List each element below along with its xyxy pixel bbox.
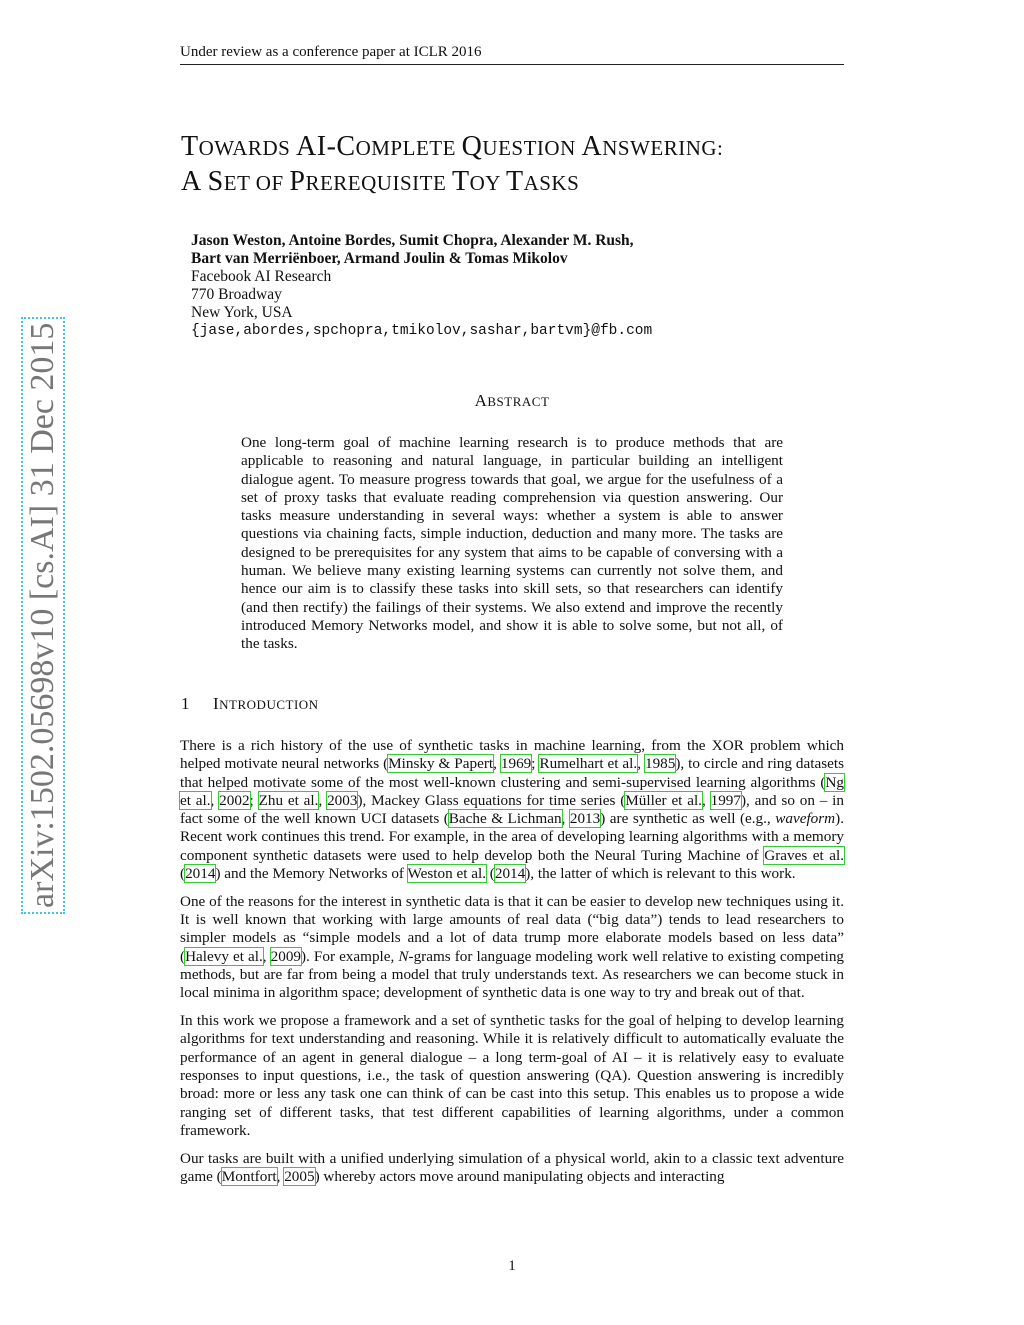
running-header: Under review as a conference paper at ICLR 2016	[180, 44, 844, 65]
title-word-cap: T	[452, 166, 470, 197]
abstract-text: One long-term goal of machine learning research is to produce methods that are applicable to reasoning and natural language, in particular building an intelligent dialogue agent. To measure progress towards that goal, we argue for the usefulness of a set of proxy tasks that evaluate reading comprehension via question answering. Our tasks measure understanding in several ways: whether a system is able to answer questions via chaining facts, simple induction, deduction and many more. The tasks are designed to be prerequisites for any system that aims to be capable of conversing with a human. We believe many existing learning systems can currently not solve them, and hence our aim is to classify these tasks into skill sets, so that researchers can identify (and then rectify) the failings of their systems. We also extend and improve the recently introduced Memory Networks model, and show it is able to solve some, but not all, of the tasks.	[241, 434, 783, 653]
citation-link[interactable]: Weston et al.	[407, 865, 486, 883]
citation-link[interactable]: 2009	[270, 947, 301, 965]
author-block	[191, 232, 652, 340]
citation-link[interactable]: 2014	[185, 865, 216, 883]
title-word-rest: ET OF	[223, 171, 290, 195]
citation-link[interactable]: Montfort	[221, 1168, 277, 1186]
page-number: 1	[508, 1258, 516, 1274]
citation-link[interactable]: 2002	[219, 791, 250, 809]
paragraph: Our tasks are built with a unified underlying simulation of a physical world, akin to a classic text adventure game (Montfort, 2005) whereby actors move around manipulating objects and interacting	[180, 1149, 844, 1186]
author-names-line-2: Bart van Merriënboer, Armand Joulin & Tomas Mikolov	[191, 250, 568, 267]
address-street: 770 Broadway	[191, 286, 282, 303]
citation-link[interactable]: Halevy et al.	[185, 947, 263, 965]
citation-link[interactable]: 2005	[284, 1168, 315, 1186]
section-heading-introduction	[181, 694, 319, 714]
paragraph: One of the reasons for the interest in synthetic data is that it can be easier to develop new techniques using it. It is well known that working with large amounts of real data (“big data”) tends to lead researchers to simpler models as “simple models and a lot of data trump more elaborate models based on less data” (Halevy et al., 2009). For example, N-grams for language modeling work well relative to existing competing methods, but are far from being a model that truly understands text. As researchers we can become stuck in local minima in algorithm space; development of synthetic data is one way to try and break out of that.	[180, 892, 845, 1002]
title-word-cap: Q	[461, 131, 483, 162]
abstract-heading-rest: BSTRACT	[487, 394, 550, 409]
citation-link[interactable]: Zhu et al.	[258, 791, 319, 809]
author-names-line-1: Jason Weston, Antoine Bordes, Sumit Chopra, Alexander M. Rush,	[191, 232, 634, 249]
title-word-cap: AI-C	[296, 131, 356, 162]
title-word-cap: A	[581, 131, 603, 162]
section-number: 1	[181, 694, 190, 713]
citation-link[interactable]: Müller et al.	[625, 791, 702, 809]
citation-link[interactable]: Rumelhart et al.	[539, 755, 638, 773]
title-word-rest: NSWERING:	[602, 136, 724, 160]
citation-link[interactable]: Bache & Lichman	[448, 810, 562, 828]
title-word-cap: A S	[181, 166, 224, 197]
italic-term: waveform	[775, 810, 836, 828]
title-word-rest: UESTION	[482, 136, 582, 160]
title-line-2	[181, 165, 723, 200]
paper-title	[181, 130, 723, 200]
citation-link[interactable]: 2003	[327, 791, 358, 809]
title-word-rest: ASKS	[523, 171, 580, 195]
author-emails: {jase,abordes,spchopra,tmikolov,sashar,bartvm}@fb.com	[191, 323, 653, 339]
italic-term: N	[398, 947, 409, 965]
citation-link[interactable]: 1997	[710, 791, 741, 809]
title-line-1	[181, 130, 723, 165]
address-city: New York, USA	[191, 304, 293, 321]
title-word-cap: P	[289, 166, 306, 197]
title-word-cap: T	[181, 131, 199, 162]
abstract-heading	[0, 391, 1024, 411]
citation-link[interactable]: Ng et al.	[180, 773, 844, 809]
section-heading-cap: I	[213, 694, 220, 713]
citation-link[interactable]: Minsky & Papert	[388, 755, 494, 773]
section-heading-rest: NTRODUCTION	[219, 697, 319, 712]
introduction-body	[180, 737, 844, 1196]
citation-link[interactable]: 1969	[500, 755, 532, 773]
affiliation: Facebook AI Research	[191, 268, 332, 285]
abstract-heading-cap: A	[474, 391, 488, 410]
title-word-rest: REREQUISITE	[305, 171, 453, 195]
title-word-rest: OMPLETE	[355, 136, 462, 160]
title-word-rest: OY	[469, 171, 506, 195]
title-word-cap: T	[505, 166, 524, 197]
citation-link[interactable]: Graves et al.	[764, 846, 845, 864]
paragraph: In this work we propose a framework and a set of synthetic tasks for the goal of helping to develop learning algorithms for text understanding and reasoning. While it is relatively difficult to automatically evaluate the performance of an agent in general dialogue – a long term-goal of AI – it is relatively easy to evaluate responses to input questions, i.e., the task of question answering (QA). Question answering is incredibly broad: more or less any task one can think of can be cast into this setup. This enables us to propose a wide ranging set of different tasks, that test different capabilities of learning algorithms, under a common framework.	[180, 1012, 844, 1139]
arxiv-stamp[interactable]: arXiv:1502.05698v10 [cs.AI] 31 Dec 2015	[21, 317, 65, 914]
citation-link[interactable]: 2013	[569, 810, 601, 828]
title-word-rest: OWARDS	[198, 136, 297, 160]
citation-link[interactable]: 1985	[644, 755, 676, 773]
paragraph: There is a rich history of the use of synthetic tasks in machine learning, from the XOR problem which helped motivate neural networks (Minsky & Papert, 1969; Rumelhart et al., 1985), to circle and ring datasets that helped motivate some of the most well-known clustering and semi-supervised learning algorithms (Ng et al., 2002; Zhu et al., 2003), Mackey Glass equations for time series (Müller et al., 1997), and so on – in fact some of the well known UCI datasets (Bache & Lichman, 2013) are synthetic as well (e.g., waveform). Recent work continues this trend. For example, in the area of developing learning algorithms with a memory component synthetic datasets were used to help develop both the Neural Turing Machine of Graves et al. (2014) and the Memory Networks of Weston et al. (2014), the latter of which is relevant to this work.	[180, 737, 845, 883]
citation-link[interactable]: 2014	[494, 865, 526, 883]
